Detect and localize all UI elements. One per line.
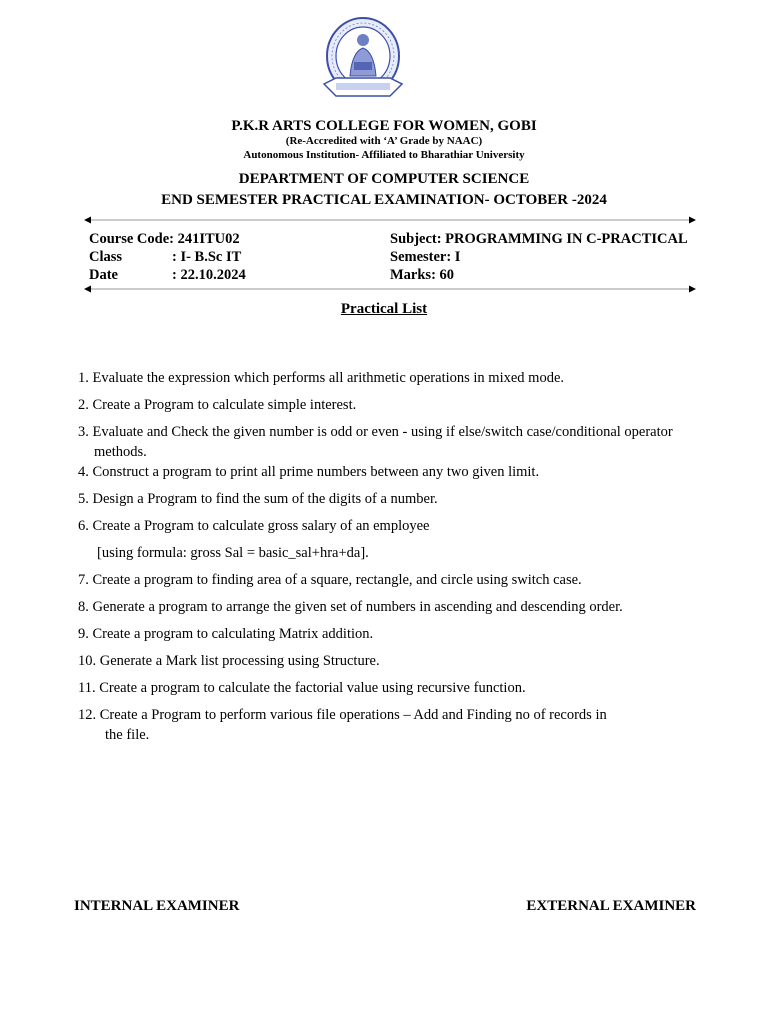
list-item: 11. Create a program to calculate the factorial value using recursive function.	[78, 680, 526, 696]
list-item-continuation: the file.	[105, 727, 150, 743]
info-right	[390, 230, 688, 284]
divider-top	[84, 214, 696, 226]
semester: Semester: I	[390, 249, 461, 265]
practical-list-title: Practical List	[340, 301, 428, 317]
list-item: 1. Evaluate the expression which performs all arithmetic operations in mixed mode.	[78, 370, 565, 386]
list-item: 7. Create a program to finding area of a square, rectangle, and circle using switch case.	[78, 572, 582, 588]
date-value: : 22.10.2024	[172, 267, 246, 283]
list-item: 5. Design a Program to find the sum of the digits of a number.	[78, 491, 438, 507]
list-item: 6. Create a Program to calculate gross salary of an employee	[78, 518, 430, 534]
divider-bottom	[84, 283, 696, 295]
date-row	[89, 266, 246, 284]
internal-examiner: INTERNAL EXAMINER	[74, 898, 240, 914]
class-label: Class	[89, 249, 123, 265]
list-item: 12. Create a Program to perform various file operations – Add and Finding no of records in	[78, 707, 607, 723]
list-item: 8. Generate a program to arrange the given set of numbers in ascending and descending order.	[78, 599, 623, 615]
department-title: DEPARTMENT OF COMPUTER SCIENCE	[238, 171, 530, 187]
exam-title: END SEMESTER PRACTICAL EXAMINATION- OCTOBER -2024	[161, 192, 607, 208]
list-item: 9. Create a program to calculating Matrix addition.	[78, 626, 374, 642]
class-value: : I- B.Sc IT	[172, 249, 242, 265]
info-left	[89, 230, 246, 284]
marks: Marks: 60	[390, 267, 455, 283]
list-item: 4. Construct a program to print all prime numbers between any two given limit.	[78, 464, 540, 480]
list-item: 2. Create a Program to calculate simple interest.	[78, 397, 357, 413]
list-item: 10. Generate a Mark list processing using Structure.	[78, 653, 380, 669]
external-examiner: EXTERNAL EXAMINER	[526, 898, 696, 914]
date-label: Date	[89, 267, 118, 283]
college-seal-icon	[314, 14, 412, 108]
affiliation-text: Autonomous Institution- Affiliated to Bharathiar University	[243, 149, 525, 161]
college-name: P.K.R ARTS COLLEGE FOR WOMEN, GOBI	[231, 118, 537, 134]
list-item: 3. Evaluate and Check the given number is odd or even - using if else/switch case/conditional operator	[78, 424, 673, 440]
class-row	[89, 248, 246, 266]
practical-list	[78, 368, 708, 745]
accreditation-text: (Re-Accredited with ‘A’ Grade by NAAC)	[285, 135, 483, 147]
course-code: Course Code: 241ITU02	[89, 231, 240, 247]
list-item-continuation: methods.	[94, 444, 147, 460]
list-item-continuation: [using formula: gross Sal = basic_sal+hra+da].	[97, 545, 369, 561]
subject: Subject: PROGRAMMING IN C-PRACTICAL	[390, 231, 688, 247]
